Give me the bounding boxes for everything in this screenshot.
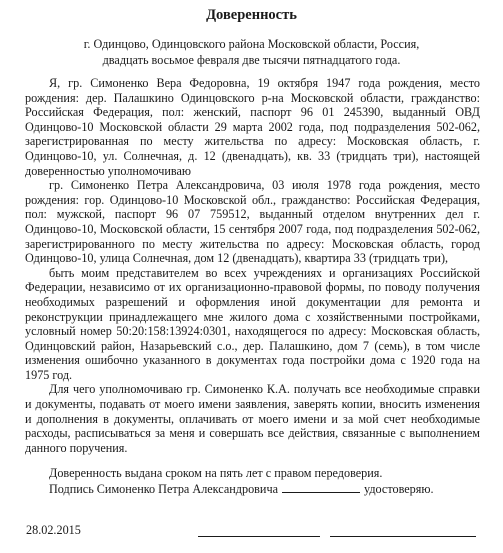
signature-line-left bbox=[198, 536, 320, 537]
place-and-date-heading bbox=[0, 37, 503, 68]
signature-suffix: удостоверяю. bbox=[364, 482, 434, 496]
document-title: Доверенность bbox=[206, 7, 297, 23]
representative-paragraph: гр. Симоненко Петра Александровича, 03 июля 1978 года рождения, место рождения: гор. Одинцово-10 Московской обл., гражданство: Российская Федерация, пол: мужской, паспорт 96 07 759512, выданный отделом внутренних дел г. Одинцово-10, Московской области, 15 сентября 2007 года, под подразделения 502-062, зарегистрированного по месту жительства по адресу: Московская область, город Одинцово-10, улица Солнечная, дом 12 (двенадцать), квартира 33 (тридцать три), bbox=[25, 178, 480, 266]
date-words-line: двадцать восьмое февраля две тысячи пятнадцатого года. bbox=[102, 52, 401, 67]
document-body bbox=[25, 76, 480, 455]
signature-line-right bbox=[330, 536, 476, 537]
authority-paragraph: быть моим представителем во всех учреждениях и организациях Российской Федерации, независимо от их организационно-правовой формы, по поводу получения необходимых разрешений и оформления иной документации для ремонта и реконструкции принадлежащего мне жилого дома с хозяйственными постройками, условный номер 50:20:158:13924:0301, находящегося по адресу: Московская область, Одинцовский район, Назарьевский с.о., дер. Палашкино, дом 7 (семь), в том числе изменения ошибочно указанного в документах года постройки дома с 1920 года на 1975 год. bbox=[25, 265, 480, 382]
principal-paragraph: Я, гр. Симоненко Вера Федоровна, 19 октября 1947 года рождения, место рождения: дер. Палашкино Одинцовского р-на Московской области, гражданство: Российская Федерация, пол: женский, паспорт 96 01 245390, выданный ОВД Одинцово-10 Московской области 29 марта 2002 года, под подразделения 502-062, зарегистрированная по месту жительства по адресу: Московская область, г. Одинцово-10, ул. Солнечная, д. 12 (двенадцать), кв. 33 (тридцать три), настоящей доверенностью уполномочиваю bbox=[25, 76, 480, 178]
signature-blank bbox=[282, 481, 360, 493]
document-date: 28.02.2015 bbox=[26, 523, 81, 537]
document-footer bbox=[49, 466, 434, 497]
powers-paragraph: Для чего уполномочиваю гр. Симоненко К.А. получать все необходимые справки и документы, подавать от моего имени заявления, заверять копии, вносить изменения и дополнения в документы, оплачивать от моего имени и за мой счет необходимые расходы, расписываться за меня и совершать все действия, связанные с выполнением данного поручения. bbox=[25, 382, 480, 455]
signature-prefix: Подпись Симоненко Петра Александровича bbox=[49, 482, 278, 496]
signature-attestation bbox=[49, 481, 434, 497]
place-line: г. Одинцово, Одинцовского района Московской области, Россия, bbox=[83, 37, 420, 51]
validity-statement: Доверенность выдана сроком на пять лет с правом передоверия. bbox=[49, 466, 383, 480]
